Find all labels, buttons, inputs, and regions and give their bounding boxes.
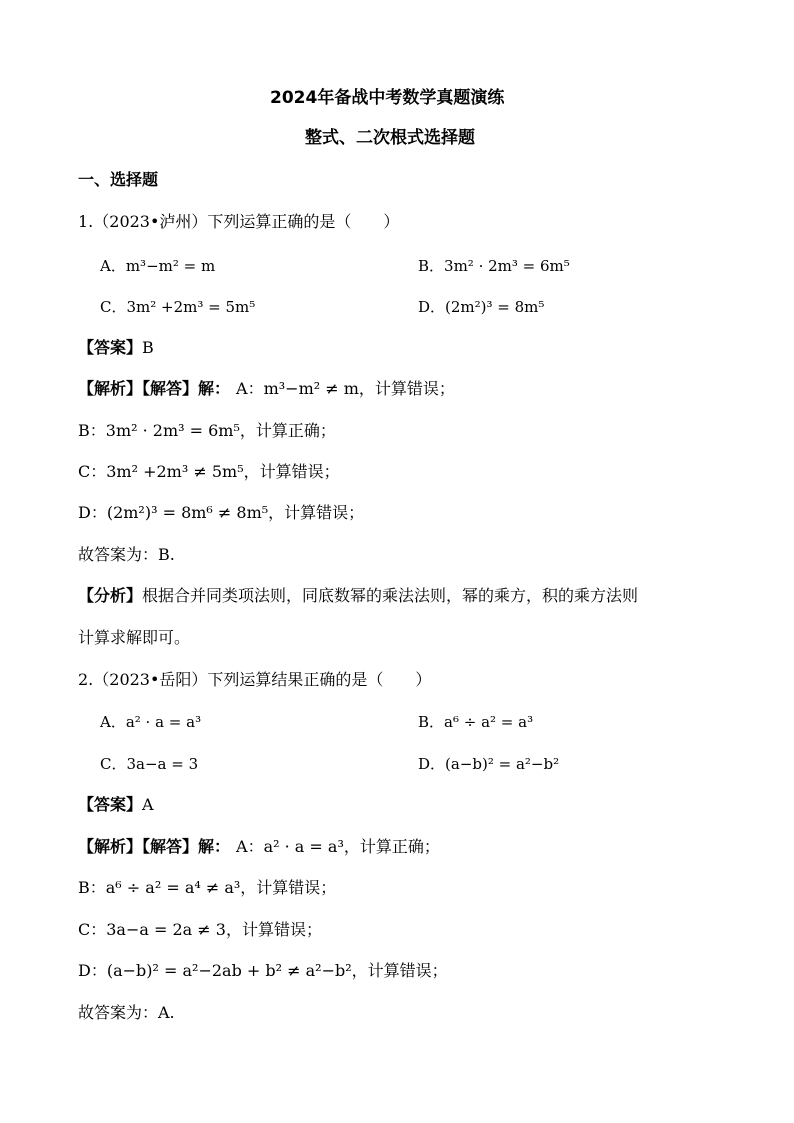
q2-analysis-label: 【解析】【解答】解： <box>78 837 231 856</box>
q2-answer-value: A <box>142 795 154 814</box>
q1-option-b: B．3m² · 2m³ = 6m⁵ <box>418 257 570 275</box>
q2-answer-label: 【答案】 <box>78 795 143 814</box>
q1-answer-value: B <box>142 338 154 357</box>
q1-fenxi-line2: 计算求解即可。 <box>78 628 191 647</box>
q1-option-c: C．3m² +2m³ = 5m⁵ <box>100 298 256 316</box>
q1-conclusion: 故答案为：B. <box>78 545 175 564</box>
document-title: 2024年备战中考数学真题演练 <box>270 88 505 108</box>
section-heading: 一、选择题 <box>78 170 159 189</box>
q2-line-a: A：a² · a = a³，计算正确； <box>236 837 440 856</box>
q1-fenxi-label: 【分析】 <box>78 586 143 605</box>
q2-stem: 2.（2023•岳阳）下列运算结果正确的是（ ） <box>78 670 432 689</box>
q1-answer <box>78 338 154 358</box>
q2-line-c: C：3a−a = 2a ≠ 3，计算错误； <box>78 920 322 939</box>
q1-analysis-a <box>78 379 455 399</box>
q2-line-d: D：(a−b)² = a²−2ab + b² ≠ a²−b²，计算错误； <box>78 961 448 980</box>
q2-conclusion: 故答案为：A. <box>78 1003 175 1022</box>
q2-option-b: B．a⁶ ÷ a² = a³ <box>418 713 534 731</box>
q1-fenxi <box>78 586 638 606</box>
q2-option-a: A．a² · a = a³ <box>100 713 202 731</box>
q1-stem: 1.（2023•泸州）下列运算正确的是（ ） <box>78 212 400 231</box>
q1-option-d: D．(2m²)³ = 8m⁵ <box>418 298 545 316</box>
q1-line-b: B：3m² · 2m³ = 6m⁵，计算正确； <box>78 421 336 440</box>
q2-analysis-a <box>78 837 440 857</box>
q1-line-c: C：3m² +2m³ ≠ 5m⁵，计算错误； <box>78 462 340 481</box>
document-subtitle: 整式、二次根式选择题 <box>305 128 475 148</box>
q2-option-c: C．3a−a = 3 <box>100 755 199 773</box>
q2-answer <box>78 795 154 815</box>
q1-option-a: A．m³−m² = m <box>100 257 216 275</box>
q2-line-b: B：a⁶ ÷ a² = a⁴ ≠ a³，计算错误； <box>78 878 337 897</box>
q1-line-d: D：(2m²)³ = 8m⁶ ≠ 8m⁵，计算错误； <box>78 503 365 522</box>
q1-answer-label: 【答案】 <box>78 338 143 357</box>
q1-line-a: A：m³−m² ≠ m，计算错误； <box>236 379 455 398</box>
q2-option-d: D．(a−b)² = a²−b² <box>418 755 560 773</box>
q1-fenxi-line1: 根据合并同类项法则，同底数幂的乘法法则，幂的乘方，积的乘方法则 <box>142 586 639 605</box>
q1-analysis-label: 【解析】【解答】解： <box>78 379 231 398</box>
